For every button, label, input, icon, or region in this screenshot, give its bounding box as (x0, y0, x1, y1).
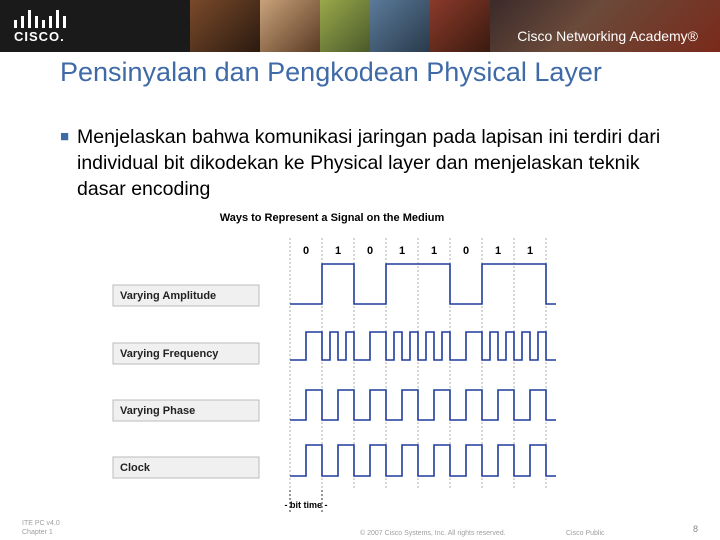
bit-label: 1 (526, 245, 534, 257)
row-label-box (113, 400, 259, 421)
academy-brand: Cisco Networking Academy® (517, 28, 698, 44)
figure-title: Ways to Represent a Signal on the Medium (219, 212, 445, 224)
banner-photo (320, 0, 370, 52)
row-label-frequency: Varying Frequency (120, 348, 219, 360)
row-label-box (113, 285, 259, 306)
bullet-square-icon: ■ (60, 128, 70, 145)
page-number: 8 (692, 524, 698, 534)
waveform-phase (290, 390, 556, 420)
waveform-amplitude (290, 264, 556, 304)
banner-photo (260, 0, 320, 52)
bit-label: 0 (302, 245, 310, 257)
footer-course-line1: ITE PC v4.0 (22, 520, 60, 527)
bit-label: 1 (334, 245, 342, 257)
bit-label: 1 (494, 245, 502, 257)
bit-label: 0 (366, 245, 374, 257)
bit-time-marker (285, 490, 328, 512)
waveform-clock (290, 445, 556, 476)
row-label-box (113, 457, 259, 478)
footer-course (22, 519, 60, 537)
bit-label: 0 (462, 245, 470, 257)
footer-course-line2: Chapter 1 (22, 529, 53, 536)
bit-time-label: - bit time - (284, 500, 328, 510)
signal-figure (110, 208, 570, 518)
footer-copyright: © 2007 Cisco Systems, Inc. All rights reserved. (360, 530, 506, 537)
bullet-text: Menjelaskan bahwa komunikasi jaringan pada lapisan ini terdiri dari individual bit dikodekan ke Physical layer dan menjelaskan teknik dasar encoding (77, 126, 661, 200)
slide-title: Pensinyalan dan Pengkodean Physical Layer (60, 57, 602, 87)
header-banner (0, 0, 720, 52)
row-label-clock: Clock (120, 462, 150, 474)
bit-label: 1 (398, 245, 406, 257)
row-label-box (113, 343, 259, 364)
banner-photo (190, 0, 260, 52)
row-label-amplitude: Varying Amplitude (120, 290, 217, 302)
cisco-bars-icon (14, 10, 68, 28)
banner-photo (430, 0, 490, 52)
waveform-frequency (290, 332, 556, 360)
cisco-logo-text: CISCO. (14, 29, 65, 44)
bit-label: 1 (430, 245, 438, 257)
banner-photo (490, 0, 720, 52)
row-label-phase: Varying Phase (120, 405, 196, 417)
footer-classification: Cisco Public (566, 530, 605, 537)
banner-photo (370, 0, 430, 52)
